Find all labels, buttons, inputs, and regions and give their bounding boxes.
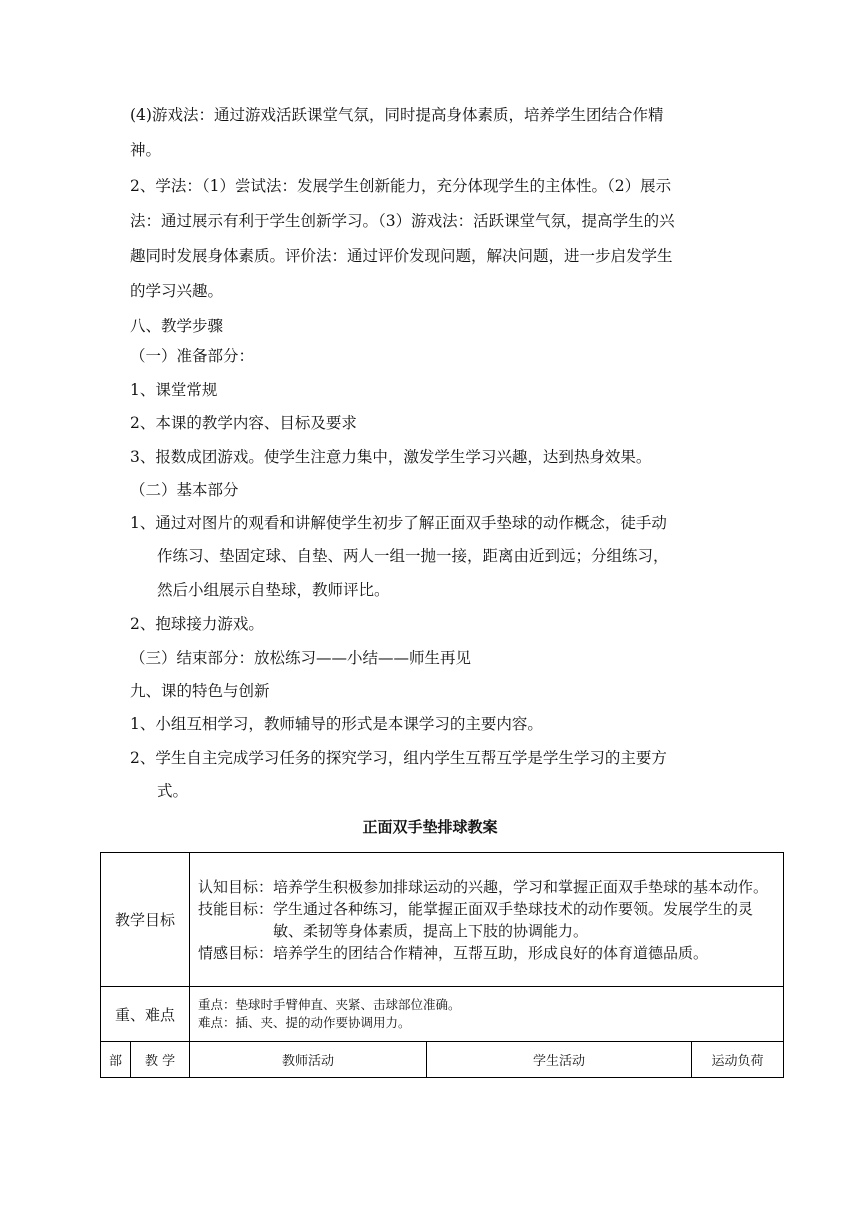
subsection-heading: （一）准备部分：	[130, 347, 255, 365]
paragraph-line: 2、学生自主完成学习任务的探究学习，组内学生互帮互学是学生学习的主要方	[130, 749, 667, 767]
col-student-activity: 学生活动	[427, 1042, 692, 1078]
section-heading: 九、课的特色与创新	[130, 682, 270, 700]
key-points-cell	[190, 987, 784, 1042]
section-heading: 八、教学步骤	[130, 317, 224, 335]
table-title: 正面双手垫排球教案	[362, 818, 498, 836]
goal-label: 认知目标：	[198, 877, 274, 896]
goals-row	[101, 853, 784, 987]
paragraph-line: 的学习兴趣。	[130, 282, 224, 300]
affective-goal	[198, 942, 779, 964]
goal-label: 技能目标：	[198, 899, 274, 918]
key-points-header: 重、难点	[101, 987, 190, 1042]
goals-cell	[190, 853, 784, 987]
lesson-plan-table	[100, 852, 784, 1078]
paragraph-line: 然后小组展示自垫球，教师评比。	[157, 581, 390, 599]
col-exercise-load: 运动负荷	[692, 1042, 784, 1078]
subsection-heading: （三）结束部分：放松练习——小结——师生再见	[130, 649, 472, 667]
paragraph-line: 2、本课的教学内容、目标及要求	[130, 414, 357, 432]
paragraph-line: 趣同时发展身体素质。评价法：通过评价发现问题，解决问题，进一步启发学生	[130, 247, 673, 265]
key-points-row	[101, 987, 784, 1042]
paragraph-line: (4)游戏法：通过游戏活跃课堂气氛，同时提高身体素质，培养学生团结合作精	[130, 106, 664, 124]
goal-label: 情感目标：	[198, 943, 274, 962]
key-point: 重点：垫球时手臂伸直、夹紧、击球部位准确。	[198, 997, 461, 1012]
paragraph-line: 作练习、垫固定球、自垫、两人一组一抛一接，距离由近到远；分组练习，	[157, 547, 669, 565]
paragraph-line: 2、抱球接力游戏。	[130, 615, 264, 633]
skill-goal	[198, 898, 779, 942]
paragraph-line: 2、学法：（1）尝试法：发展学生创新能力，充分体现学生的主体性。（2）展示	[130, 177, 672, 195]
goals-header: 教学目标	[101, 853, 190, 987]
paragraph-line: 式。	[157, 782, 189, 800]
col-part: 部	[101, 1042, 131, 1078]
paragraph-line: 1、小组互相学习，教师辅导的形式是本课学习的主要内容。	[130, 715, 543, 733]
difficult-point: 难点：插、夹、提的动作要协调用力。	[198, 1015, 411, 1030]
col-teacher-activity: 教师活动	[190, 1042, 427, 1078]
paragraph-line: 3、报数成团游戏。使学生注意力集中，激发学生学习兴趣，达到热身效果。	[130, 448, 652, 466]
cognitive-goal	[198, 876, 779, 898]
paragraph-line: 1、通过对图片的观看和讲解使学生初步了解正面双手垫球的动作概念，徒手动	[130, 514, 667, 532]
goal-text: 学生通过各种练习，能掌握正面双手垫球技术的动作要领。发展学生的灵敏、柔韧等身体素质，提高上下肢的协调能力。	[273, 899, 754, 940]
goal-text: 培养学生的团结合作精神，互帮互助，形成良好的体育道德品质。	[273, 943, 709, 962]
paragraph-line: 1、课堂常规	[130, 381, 218, 399]
subsection-heading: （二）基本部分	[130, 481, 239, 499]
column-header-row	[101, 1042, 784, 1078]
col-teach: 教 学	[131, 1042, 190, 1078]
paragraph-line: 法：通过展示有利于学生创新学习。（3）游戏法：活跃课堂气氛，提高学生的兴	[130, 212, 675, 230]
paragraph-line: 神。	[130, 141, 162, 159]
goal-text: 培养学生积极参加排球运动的兴趣，学习和掌握正面双手垫球的基本动作。	[273, 877, 769, 896]
